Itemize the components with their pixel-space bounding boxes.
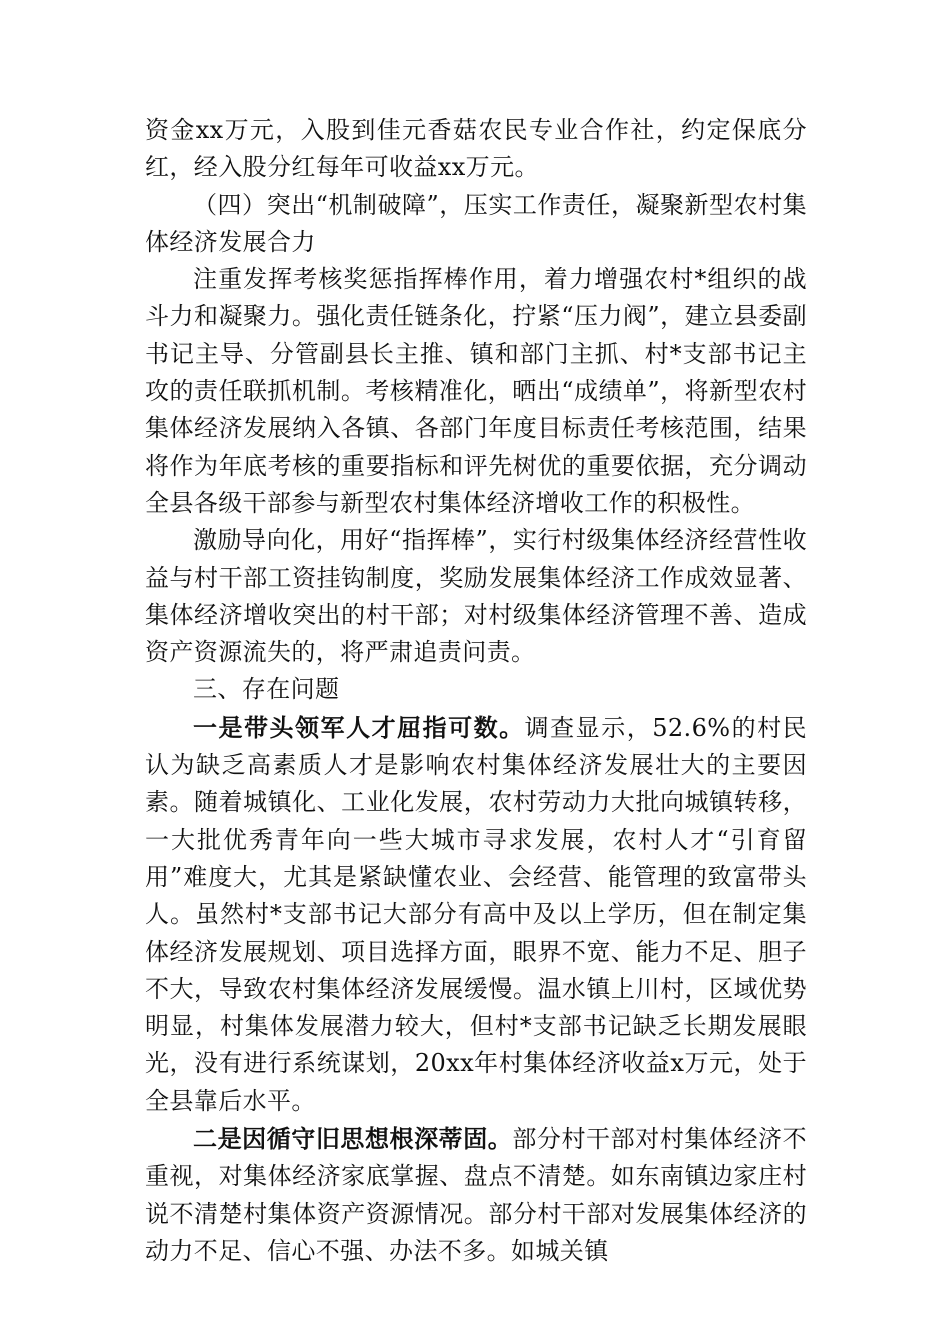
paragraph-continuation <box>145 112 807 187</box>
paragraph-incentive <box>145 522 807 671</box>
paragraph-problem-one <box>145 709 807 1120</box>
section-heading-four <box>145 187 807 262</box>
paragraph-text: 资金xx万元，入股到佳元香菇农民专业合作社，约定保底分红，经入股分红每年可收益xx万元。 <box>145 116 807 182</box>
paragraph-text: 部分村干部对村集体经济不重视，对集体经济家底掌握、盘点不清楚。如东南镇边家庄村说不清楚村集体资产资源情况。部分村干部对发展集体经济的动力不足、信心不强、办法不多。如城关镇 <box>145 1125 807 1265</box>
document-body <box>145 112 807 1270</box>
heading-text: 三、存在问题 <box>193 675 340 704</box>
paragraph-text: 激励导向化，用好“指挥棒”，实行村级集体经济经营性收益与村干部工资挂钩制度，奖励发展集体经济工作成效显著、集体经济增收突出的村干部；对村级集体经济管理不善、造成资产资源流失的，将严肃追责问责。 <box>145 526 807 667</box>
paragraph-text: 注重发挥考核奖惩指挥棒作用，着力增强农村*组织的战斗力和凝聚力。强化责任链条化，拧紧“压力阀”，建立县委副书记主导、分管副县长主推、镇和部门主抓、村*支部书记主攻的责任联抓机制。考核精准化，晒出“成绩单”，将新型农村集体经济发展纳入各镇、各部门年度目标责任考核范围，结果将作为年底考核的重要指标和评先树优的重要依据，充分调动全县各级干部参与新型农村集体经济增收工作的积极性。 <box>145 265 807 517</box>
paragraph-problem-two <box>145 1120 807 1270</box>
paragraph-lead: 一是带头领军人才屈指可数。 <box>193 712 525 742</box>
section-heading-problems <box>145 671 807 708</box>
heading-text: （四）突出“机制破障”，压实工作责任，凝聚新型农村集体经济发展合力 <box>145 190 807 256</box>
paragraph-text: 调查显示，52.6%的村民认为缺乏高素质人才是影响农村集体经济发展壮大的主要因素。随着城镇化、工业化发展，农村劳动力大批向城镇转移，一大批优秀青年向一些大城市寻求发展，农村人才“引育留用”难度大，尤其是紧缺懂农业、会经营、能管理的致富带头人。虽然村*支部书记大部分有高中及以上学历，但在制定集体经济发展规划、项目选择方面，眼界不宽、能力不足、胆子不大，导致农村集体经济发展缓慢。温水镇上川村，区域优势明显，村集体发展潜力较大，但村*支部书记缺乏长期发展眼光，没有进行系统谋划，20xx年村集体经济收益x万元，处于全县靠后水平。 <box>145 713 807 1115</box>
paragraph-assessment <box>145 261 807 522</box>
paragraph-lead: 二是因循守旧思想根深蒂固。 <box>193 1124 513 1154</box>
